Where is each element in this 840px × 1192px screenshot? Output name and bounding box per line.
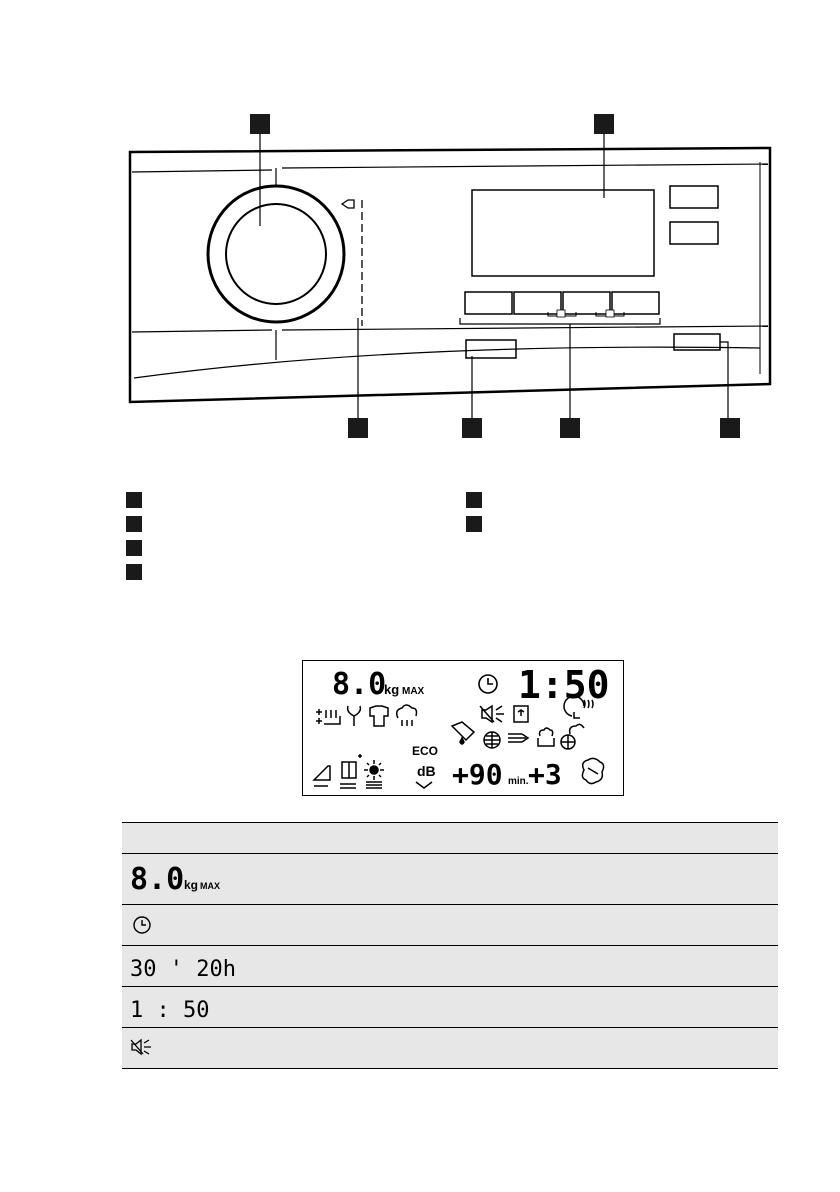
- table-row: [122, 945, 778, 986]
- db-label: dB: [417, 763, 436, 779]
- extra-time-unit: min.: [508, 776, 529, 787]
- program-indicators: [342, 200, 362, 326]
- table-header-row: [122, 822, 778, 853]
- display-symbols-table: [122, 822, 778, 1069]
- table-row: [122, 853, 778, 904]
- legend-marker-3: [126, 540, 142, 556]
- right-top-button[interactable]: [670, 186, 718, 208]
- legend-marker-5: [466, 492, 482, 508]
- program-knob[interactable]: [208, 186, 344, 322]
- row-kg-value: 8.0: [130, 862, 185, 897]
- time-display: 1:50: [518, 663, 610, 707]
- legend-marker-1: [126, 492, 142, 508]
- globe-icon: [484, 732, 500, 748]
- row-digits-delay: 30 ' 20h: [130, 957, 236, 982]
- table-row: [122, 986, 778, 1027]
- sound-off-icon: [131, 1040, 151, 1054]
- load-value: 8.0: [332, 667, 387, 702]
- table-row: [122, 1027, 778, 1069]
- right-bottom-button[interactable]: [670, 222, 718, 244]
- row-kg-unit: kg: [184, 878, 199, 892]
- display-panel: [302, 660, 624, 796]
- row-kg-max: MAX: [200, 881, 220, 891]
- control-panel-diagram: [0, 0, 840, 460]
- legend-marker-4: [126, 564, 142, 580]
- row-digits-time: 1 : 50: [130, 998, 210, 1023]
- load-unit: kg: [384, 682, 400, 697]
- eco-label: ECO: [412, 744, 439, 758]
- delay-start-icon: [134, 917, 150, 933]
- legend-marker-6: [466, 516, 482, 532]
- table-row: [122, 904, 778, 945]
- extra-time: +90: [452, 758, 503, 791]
- load-max: MAX: [402, 686, 425, 697]
- legend: [126, 492, 786, 582]
- display-window: [472, 190, 654, 276]
- legend-marker-2: [126, 516, 142, 532]
- extra-rinse: +3: [528, 758, 562, 791]
